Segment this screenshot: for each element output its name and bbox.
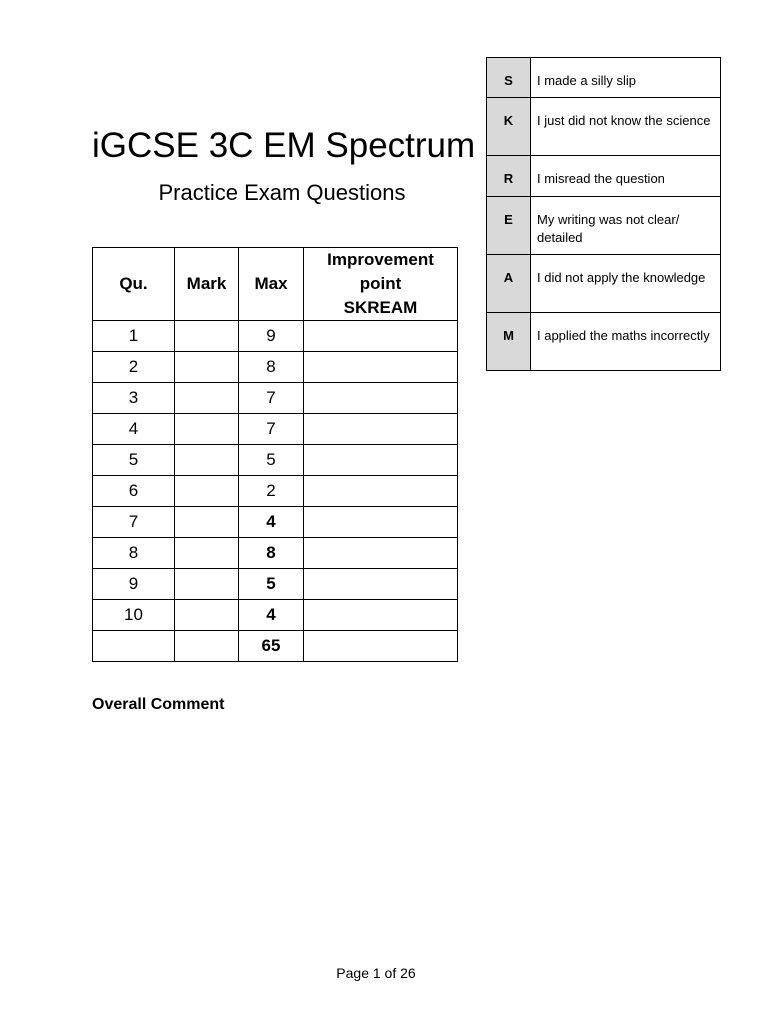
- skream-row: [487, 197, 721, 255]
- skream-description: I did not apply the knowledge: [531, 255, 721, 313]
- mark-cell[interactable]: [175, 476, 239, 507]
- skream-letter: A: [487, 255, 531, 313]
- table-row: [93, 383, 458, 414]
- mark-cell[interactable]: [175, 538, 239, 569]
- improvement-cell[interactable]: [304, 352, 458, 383]
- max-cell: 5: [239, 569, 304, 600]
- skream-description: I applied the maths incorrectly: [531, 313, 721, 371]
- total-mark-cell[interactable]: [175, 631, 239, 662]
- total-label-cell: [93, 631, 175, 662]
- table-row: [93, 538, 458, 569]
- page-footer: Page 1 of 26: [336, 965, 416, 981]
- header-mark: Mark: [175, 248, 239, 321]
- mark-cell[interactable]: [175, 414, 239, 445]
- total-improvement-cell[interactable]: [304, 631, 458, 662]
- question-number: 5: [93, 445, 175, 476]
- skream-row: [487, 58, 721, 98]
- max-cell: 7: [239, 383, 304, 414]
- header-qu: Qu.: [93, 248, 175, 321]
- header-max: Max: [239, 248, 304, 321]
- skream-letter: K: [487, 98, 531, 156]
- mark-cell[interactable]: [175, 445, 239, 476]
- improvement-cell[interactable]: [304, 600, 458, 631]
- question-number: 10: [93, 600, 175, 631]
- improvement-cell[interactable]: [304, 538, 458, 569]
- page-title: iGCSE 3C EM Spectrum: [92, 126, 476, 165]
- question-number: 9: [93, 569, 175, 600]
- mark-cell[interactable]: [175, 507, 239, 538]
- skream-key-table: [486, 57, 721, 371]
- max-cell: 5: [239, 445, 304, 476]
- skream-letter: R: [487, 156, 531, 197]
- max-cell: 4: [239, 600, 304, 631]
- marks-table: [92, 247, 458, 662]
- improvement-cell[interactable]: [304, 476, 458, 507]
- page-subtitle: Practice Exam Questions: [158, 180, 406, 205]
- skream-description: I just did not know the science: [531, 98, 721, 156]
- question-number: 1: [93, 321, 175, 352]
- max-cell: 8: [239, 352, 304, 383]
- total-max-cell: 65: [239, 631, 304, 662]
- max-cell: 7: [239, 414, 304, 445]
- improvement-cell[interactable]: [304, 383, 458, 414]
- max-cell: 9: [239, 321, 304, 352]
- question-number: 3: [93, 383, 175, 414]
- improvement-cell[interactable]: [304, 507, 458, 538]
- skream-row: [487, 313, 721, 371]
- skream-letter: M: [487, 313, 531, 371]
- skream-letter: S: [487, 58, 531, 98]
- table-row: [93, 507, 458, 538]
- question-number: 6: [93, 476, 175, 507]
- skream-row: [487, 255, 721, 313]
- skream-row: [487, 156, 721, 197]
- mark-cell[interactable]: [175, 352, 239, 383]
- max-cell: 2: [239, 476, 304, 507]
- overall-comment-label: Overall Comment: [92, 696, 225, 713]
- question-number: 8: [93, 538, 175, 569]
- table-row: [93, 414, 458, 445]
- skream-description: I misread the question: [531, 156, 721, 197]
- marks-table-header-row: [93, 248, 458, 321]
- question-number: 4: [93, 414, 175, 445]
- header-improvement-line2: point: [359, 274, 402, 293]
- improvement-cell[interactable]: [304, 321, 458, 352]
- table-row: [93, 352, 458, 383]
- improvement-cell[interactable]: [304, 445, 458, 476]
- table-row: [93, 600, 458, 631]
- skream-description: My writing was not clear/ detailed: [531, 197, 721, 255]
- header-improvement-line3: SKREAM: [343, 298, 418, 317]
- header-improvement: [304, 248, 458, 321]
- question-number: 2: [93, 352, 175, 383]
- total-row: [93, 631, 458, 662]
- mark-cell[interactable]: [175, 321, 239, 352]
- improvement-cell[interactable]: [304, 414, 458, 445]
- skream-row: [487, 98, 721, 156]
- table-row: [93, 445, 458, 476]
- mark-cell[interactable]: [175, 383, 239, 414]
- skream-letter: E: [487, 197, 531, 255]
- max-cell: 8: [239, 538, 304, 569]
- mark-cell[interactable]: [175, 569, 239, 600]
- max-cell: 4: [239, 507, 304, 538]
- skream-description: I made a silly slip: [531, 58, 721, 98]
- mark-cell[interactable]: [175, 600, 239, 631]
- table-row: [93, 569, 458, 600]
- question-number: 7: [93, 507, 175, 538]
- table-row: [93, 476, 458, 507]
- header-improvement-line1: Improvement: [327, 250, 434, 269]
- table-row: [93, 321, 458, 352]
- improvement-cell[interactable]: [304, 569, 458, 600]
